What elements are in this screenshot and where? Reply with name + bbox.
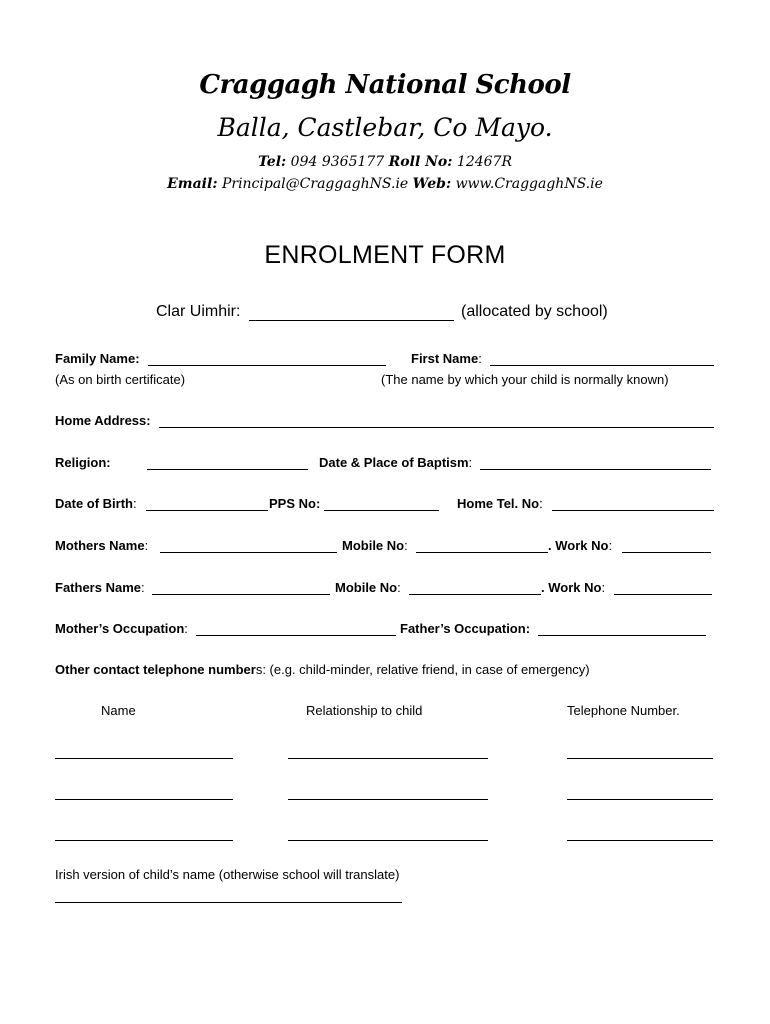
first-name-note: (The name by which your child is normally known) bbox=[381, 372, 669, 387]
tel-label: Tel: bbox=[258, 154, 287, 170]
fathers-mobile-field[interactable] bbox=[409, 594, 541, 595]
fathers-work-field[interactable] bbox=[614, 594, 712, 595]
fathers-mobile-label: Mobile No: bbox=[335, 580, 401, 595]
first-name-label: First Name: bbox=[411, 351, 482, 366]
home-tel-field[interactable] bbox=[552, 510, 714, 511]
contact-2-name-field[interactable] bbox=[55, 799, 233, 800]
fathers-name-field[interactable] bbox=[152, 594, 330, 595]
contact-1-relationship-field[interactable] bbox=[288, 758, 488, 759]
contact-3-name-field[interactable] bbox=[55, 840, 233, 841]
mothers-mobile-label: Mobile No: bbox=[342, 538, 408, 553]
fathers-occupation-field[interactable] bbox=[538, 635, 706, 636]
form-title: ENROLMENT FORM bbox=[264, 241, 506, 269]
contact-1-name-field[interactable] bbox=[55, 758, 233, 759]
fathers-occupation-label: Father’s Occupation: bbox=[400, 621, 531, 636]
dob-label: Date of Birth: bbox=[55, 496, 137, 511]
col-relationship-header: Relationship to child bbox=[306, 703, 423, 718]
home-tel-label: Home Tel. No: bbox=[457, 496, 543, 511]
religion-field[interactable] bbox=[147, 469, 308, 470]
mothers-occupation-label: Mother’s Occupation: bbox=[55, 621, 188, 636]
dob-field[interactable] bbox=[146, 510, 268, 511]
mothers-occupation-field[interactable] bbox=[196, 635, 396, 636]
irish-name-label: Irish version of child’s name (otherwise school will translate) bbox=[55, 867, 400, 882]
clar-note: (allocated by school) bbox=[461, 303, 608, 320]
baptism-label: Date & Place of Baptism: bbox=[319, 455, 473, 470]
contact-line-email bbox=[0, 176, 770, 192]
web-value: www.CraggaghNS.ie bbox=[455, 176, 603, 192]
clar-field[interactable] bbox=[249, 320, 454, 321]
email-value: Principal@CraggaghNS.ie bbox=[221, 176, 409, 192]
mothers-mobile-field[interactable] bbox=[416, 552, 548, 553]
other-contacts-heading: Other contact telephone numbers: (e.g. child-minder, relative friend, in case of emergency) bbox=[55, 662, 590, 677]
tel-value: 094 9365177 bbox=[290, 154, 385, 170]
mothers-work-label: . Work No: bbox=[548, 538, 613, 553]
family-name-note: (As on birth certificate) bbox=[55, 372, 186, 387]
roll-value: 12467R bbox=[456, 154, 512, 170]
religion-label: Religion: bbox=[55, 455, 111, 470]
col-telephone-header: Telephone Number. bbox=[567, 703, 680, 718]
web-label: Web: bbox=[412, 176, 452, 192]
school-address: Balla, Castlebar, Co Mayo. bbox=[217, 113, 553, 142]
mothers-name-field[interactable] bbox=[160, 552, 337, 553]
home-address-label: Home Address: bbox=[55, 413, 151, 428]
mothers-work-field[interactable] bbox=[622, 552, 711, 553]
first-name-field[interactable] bbox=[490, 365, 714, 366]
roll-label: Roll No: bbox=[388, 154, 453, 170]
pps-field[interactable] bbox=[324, 510, 439, 511]
contact-3-telephone-field[interactable] bbox=[567, 840, 713, 841]
home-address-field[interactable] bbox=[159, 427, 714, 428]
clar-label: Clar Uimhir: bbox=[156, 303, 241, 320]
contact-2-relationship-field[interactable] bbox=[288, 799, 488, 800]
email-label: Email: bbox=[167, 176, 218, 192]
pps-label: PPS No: bbox=[269, 496, 321, 511]
fathers-work-label: . Work No: bbox=[541, 580, 606, 595]
school-name: Craggagh National School bbox=[199, 70, 571, 100]
family-name-field[interactable] bbox=[148, 365, 386, 366]
mothers-name-label: Mothers Name: bbox=[55, 538, 149, 553]
irish-name-field[interactable] bbox=[55, 902, 402, 903]
family-name-label: Family Name: bbox=[55, 351, 140, 366]
contact-1-telephone-field[interactable] bbox=[567, 758, 713, 759]
contact-3-relationship-field[interactable] bbox=[288, 840, 488, 841]
baptism-field[interactable] bbox=[480, 469, 711, 470]
fathers-name-label: Fathers Name: bbox=[55, 580, 145, 595]
contact-2-telephone-field[interactable] bbox=[567, 799, 713, 800]
col-name-header: Name bbox=[101, 703, 136, 718]
contact-line-phone bbox=[0, 154, 770, 170]
